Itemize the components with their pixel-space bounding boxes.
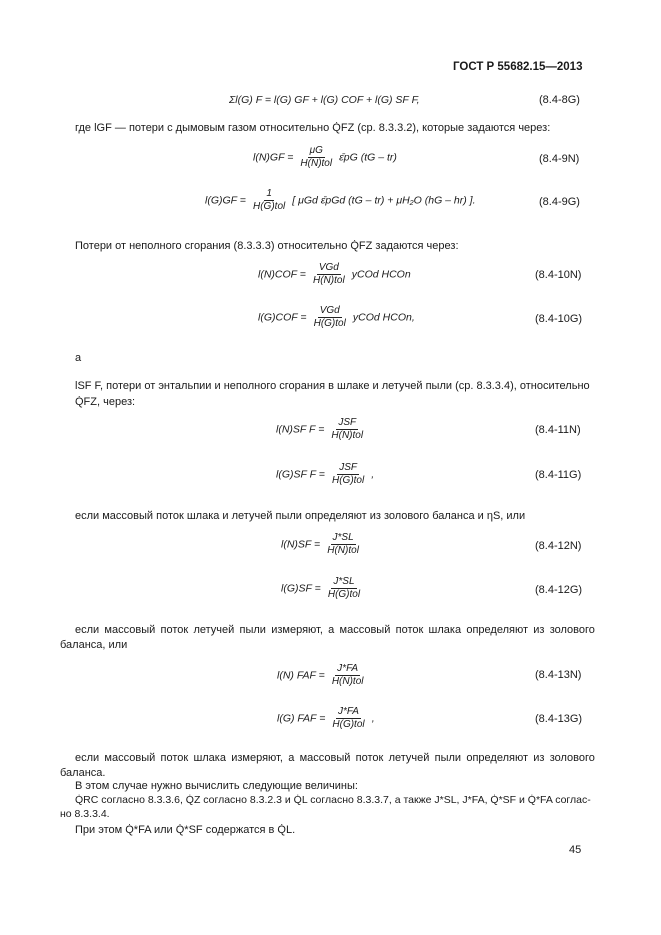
fraction-numerator: J*FA xyxy=(338,706,359,717)
fraction xyxy=(311,262,347,287)
equation-rest: [ μGd ε̄pGd (tG – tr) + μH₂O (hG – hr) ]. xyxy=(292,194,476,207)
fraction-denominator: H(N)tol xyxy=(331,676,364,687)
paragraph-fly-ash-measured-line2: баланса, или xyxy=(60,639,128,651)
fraction xyxy=(329,417,365,442)
equation-number-8-4-12N: (8.4-12N) xyxy=(535,540,582,552)
paragraph-incomplete-combustion: Потери от неполного сгорания (8.3.3.3) относительно Q̇FZ задаются через: xyxy=(75,240,459,252)
fraction-denominator: H(N)tol xyxy=(313,275,345,286)
equation-lhs: l(G)GF = xyxy=(205,194,246,207)
equation-8-4-9N xyxy=(253,145,397,170)
fraction xyxy=(326,576,362,601)
equation-lhs: l(N)GF = xyxy=(253,151,294,164)
equation-8-4-12G xyxy=(281,576,364,601)
equation-lhs: l(N) FAF = xyxy=(277,669,325,682)
fraction-numerator: JSF xyxy=(339,462,357,473)
page-number: 45 xyxy=(569,844,582,856)
equation-rest: , xyxy=(371,712,375,725)
paragraph-slag-loss-line1: lSF F, потери от энтальпии и неполного сгорания в шлаке и летучей пыли (ср. 8.3.3.4), относительно xyxy=(75,380,590,392)
equation-8-4-12N xyxy=(281,532,363,557)
equation-number-8-4-10G: (8.4-10G) xyxy=(535,313,583,325)
fraction-denominator: H(G)tol xyxy=(331,475,365,486)
paragraph-quantities-line2: но 8.3.3.4. xyxy=(60,808,110,820)
equation-rest: yCOd HCOn xyxy=(351,268,411,281)
fraction xyxy=(325,532,361,557)
fraction-denominator: H(G)tol xyxy=(332,719,365,730)
equation-8-4-8G: Σl(G) F = l(G) GF + l(G) COF + l(G) SF F, xyxy=(229,94,420,106)
equation-number-8-4-11G: (8.4-11G) xyxy=(535,469,582,481)
paragraph-fly-ash-measured-line1: если массовый поток летучей пыли измеряют, а массовый поток шлака определяют из золового xyxy=(75,624,595,636)
equation-8-4-10N xyxy=(258,262,411,287)
document-header: ГОСТ Р 55682.15—2013 xyxy=(453,61,583,73)
fraction-numerator: VGd xyxy=(319,305,340,316)
equation-number-8-4-8G: (8.4-8G) xyxy=(539,94,580,106)
equation-rest: ε̄pG (tG – tr) xyxy=(339,151,397,164)
equation-number-8-4-13N: (8.4-13N) xyxy=(535,669,582,681)
equation-number-8-4-10N: (8.4-10N) xyxy=(535,269,582,281)
fraction-numerator: VGd xyxy=(318,262,339,273)
conjunction-a: а xyxy=(75,352,82,364)
fraction-numerator: J*SL xyxy=(333,576,355,587)
fraction-denominator: H(N)tol xyxy=(300,158,333,169)
equation-8-4-13N xyxy=(277,663,367,688)
fraction xyxy=(330,663,366,688)
equation-lhs: l(G)COF = xyxy=(258,311,307,324)
paragraph-contained-in: При этом Q̇*FA или Q̇*SF содержатся в Q̇L. xyxy=(75,824,296,836)
fraction-denominator: H(N)tol xyxy=(327,545,359,556)
fraction-numerator: 1 xyxy=(266,188,272,199)
fraction xyxy=(330,706,366,731)
paragraph-slag-loss-line2: Q̇FZ, через: xyxy=(75,396,136,408)
equation-8-4-9G xyxy=(205,188,476,213)
equation-lhs: l(G)SF F = xyxy=(276,468,325,481)
equation-8-4-11N xyxy=(276,417,367,442)
equation-lhs: l(G) FAF = xyxy=(277,712,326,725)
fraction-numerator: JSF xyxy=(338,417,357,428)
paragraph-slag-measured-line2: баланса. xyxy=(60,767,106,779)
fraction-denominator: H(G)tol xyxy=(327,589,361,600)
equation-8-4-10G xyxy=(258,305,415,330)
equation-lhs: l(G)SF = xyxy=(281,582,321,595)
paragraph-compute-values: В этом случае нужно вычислить следующие величины: xyxy=(75,780,358,792)
fraction-numerator: μG xyxy=(309,145,323,156)
equation-number-8-4-12G: (8.4-12G) xyxy=(535,584,583,596)
paragraph-flue-gas-loss: где lGF — потери с дымовым газом относительно Q̇FZ (ср. 8.3.3.2), которые задаются через: xyxy=(75,122,551,134)
fraction-denominator: H(G)tol xyxy=(253,201,286,212)
fraction xyxy=(298,145,334,170)
equation-lhs: l(N)COF = xyxy=(258,268,306,281)
fraction-denominator: H(N)tol xyxy=(331,430,364,441)
equation-rest: yCOd HCOn, xyxy=(352,311,415,324)
equation-rest: , xyxy=(371,468,375,481)
fraction xyxy=(312,305,348,330)
fraction-numerator: J*FA xyxy=(337,663,359,674)
fraction xyxy=(330,462,366,487)
paragraph-slag-measured-line1: если массовый поток шлака измеряют, а массовый поток летучей пыли определяют из золового xyxy=(75,752,595,764)
fraction xyxy=(251,188,287,213)
fraction-denominator: H(G)tol xyxy=(313,318,346,329)
equation-number-8-4-9G: (8.4-9G) xyxy=(539,196,580,208)
equation-number-8-4-11N: (8.4-11N) xyxy=(535,424,581,436)
equation-number-8-4-13G: (8.4-13G) xyxy=(535,713,583,725)
equation-8-4-11G xyxy=(276,462,374,487)
equation-lhs: l(N)SF F = xyxy=(276,423,325,436)
fraction-numerator: J*SL xyxy=(332,532,354,543)
equation-lhs: l(N)SF = xyxy=(281,538,321,551)
paragraph-ash-balance: если массовый поток шлака и летучей пыли определяют из золового баланса и ηS, или xyxy=(75,510,526,522)
equation-8-4-13G xyxy=(277,706,375,731)
equation-number-8-4-9N: (8.4-9N) xyxy=(539,153,580,165)
paragraph-quantities-line1: Q̇RC согласно 8.3.3.6, Q̇Z согласно 8.3.2.3 и Q̇L согласно 8.3.3.7, а также J*SL, J*FA, Q̇*SF и Q̇*FA соглас- xyxy=(75,794,591,806)
